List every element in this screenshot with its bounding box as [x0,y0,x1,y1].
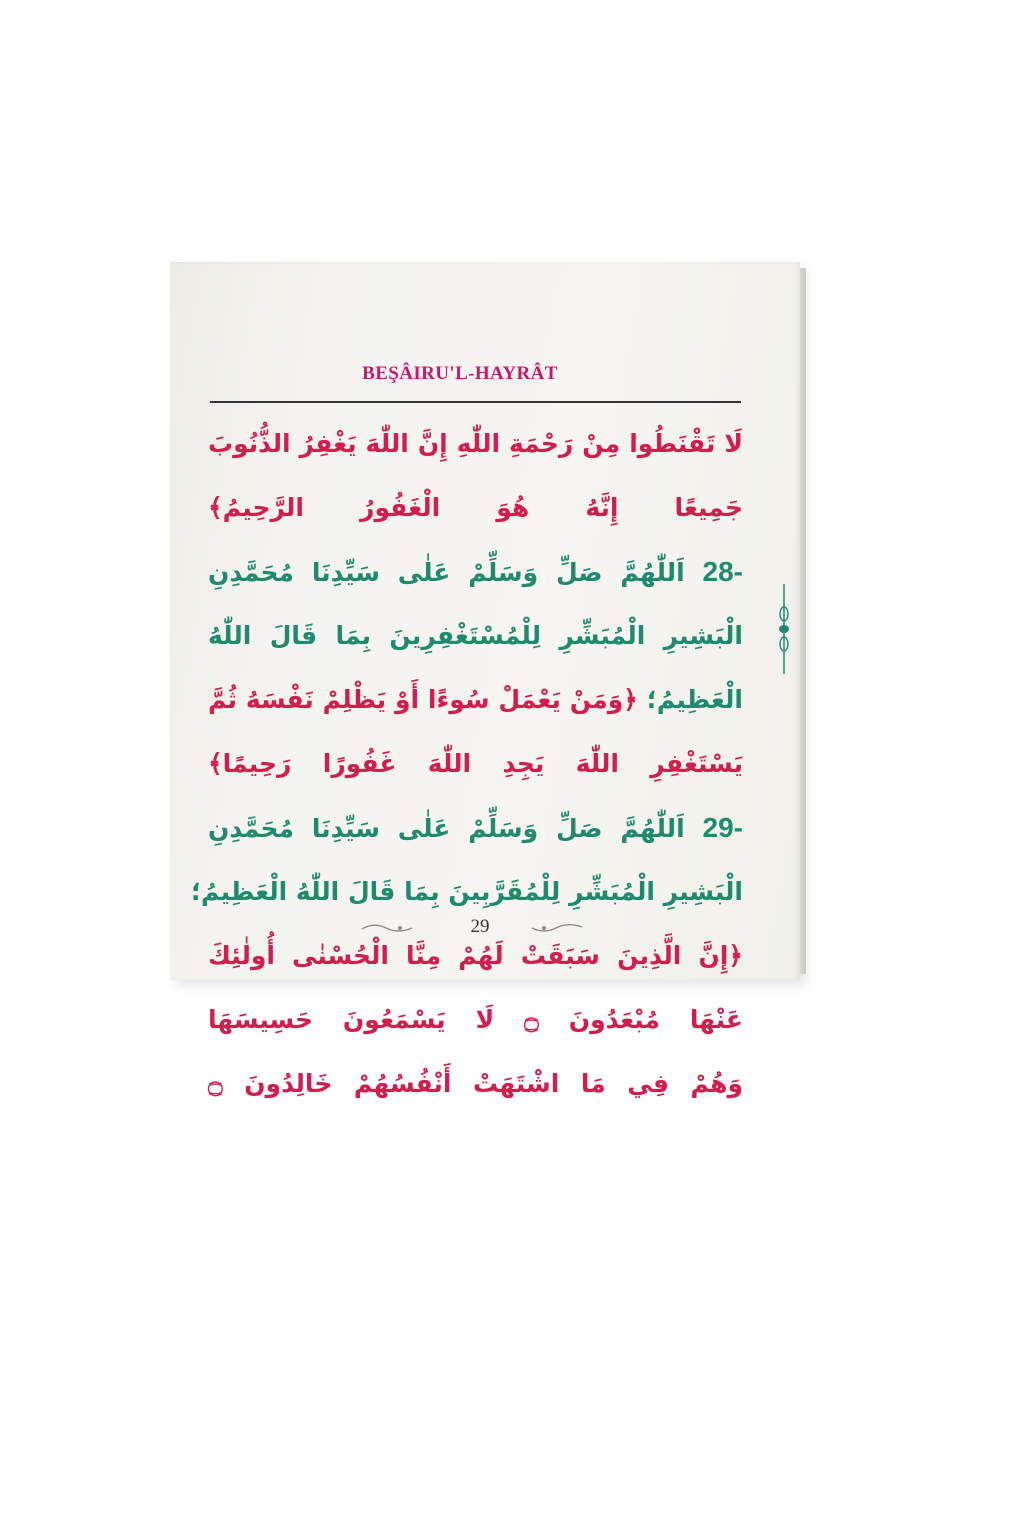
flourish-right-icon [530,920,584,936]
text-line: يَسْتَغْفِرِ اللّٰهَ يَجِدِ اللّٰهَ غَفُورًا رَحِيمًا﴾ [208,749,743,778]
text-line-content: اَللّٰهُمَّ صَلِّ وَسَلِّمْ عَلٰى سَيِّدِنَا مُحَمَّدِنِ [208,814,685,843]
running-header-title: BEŞÂIRU'L-HAYRÂT [362,363,558,384]
text-line: الْبَشِيرِ الْمُبَشِّرِ لِلْمُقَرَّبِينَ بِمَا قَالَ اللّٰهُ الْعَظِيمُ؛ [190,877,743,906]
text-line [208,668,743,732]
text-line: وَهُمْ فِي مَا اشْتَهَتْ أَنْفُسُهُمْ خَالِدُونَ ۝ [208,1069,743,1098]
header-rule [210,401,741,403]
text-line-green-part: الْعَظِيمُ؛ [646,685,743,714]
arabic-text-block [190,412,743,1116]
text-line: لَا تَقْنَطُوا مِنْ رَحْمَةِ اللّٰهِ إِنَّ اللّٰهَ يَغْفِرُ الذُّنُوبَ [208,429,743,458]
page-edge [800,268,806,974]
vertical-floral-ornament-icon [777,584,791,674]
flourish-left-icon [360,920,414,936]
text-line-red-part: ﴿وَمَنْ يَعْمَلْ سُوءًا أَوْ يَظْلِمْ نَفْسَهُ ثُمَّ [208,685,638,714]
text-line: عَنْهَا مُبْعَدُونَ ۝ لَا يَسْمَعُونَ حَسِيسَهَا [208,1005,743,1034]
book-page [170,262,800,1098]
prayer-number: 29- [702,812,743,843]
text-line: جَمِيعًا إِنَّهُ هُوَ الْغَفُورُ الرَّحِيمُ﴾ [208,493,743,522]
text-line-content: اَللّٰهُمَّ صَلِّ وَسَلِّمْ عَلٰى سَيِّدِنَا مُحَمَّدِنِ [208,558,685,587]
page-number: 29 [470,916,490,937]
text-line: ﴿إِنَّ الَّذِينَ سَبَقَتْ لَهُمْ مِنَّا الْحُسْنٰى أُولٰئِكَ [208,941,743,970]
text-line [208,540,743,604]
prayer-number: 28- [702,556,743,587]
page-footer [360,912,600,942]
text-line [208,796,743,860]
text-line: الْبَشِيرِ الْمُبَشِّرِ لِلْمُسْتَغْفِرِينَ بِمَا قَالَ اللّٰهُ [208,621,743,650]
